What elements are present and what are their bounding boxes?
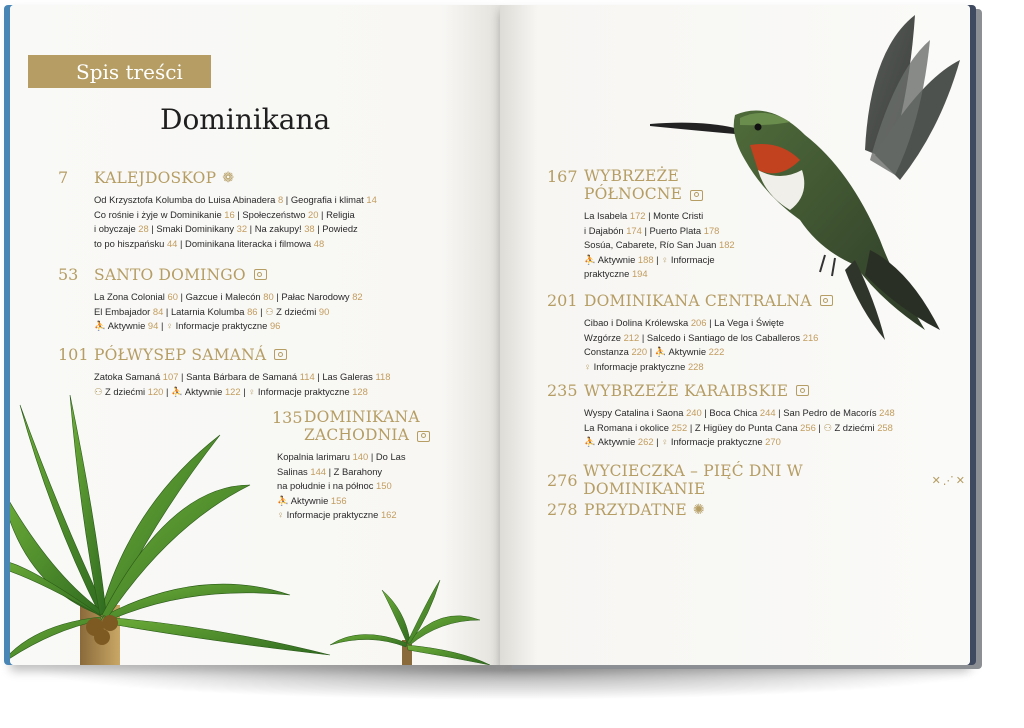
entry-line — [584, 316, 947, 331]
country-title: Dominikana — [160, 103, 331, 136]
left-page — [10, 5, 500, 665]
camera-icon — [690, 190, 703, 201]
page-number[interactable]: 244 — [759, 407, 776, 418]
entry-text: | — [240, 385, 249, 397]
entry-text: | — [158, 320, 166, 331]
entry-line — [94, 222, 478, 237]
section-number: 235 — [547, 381, 578, 400]
right-page — [500, 5, 970, 665]
page-number[interactable]: 228 — [687, 360, 704, 372]
entry-text: | Las Galeras — [314, 371, 376, 382]
page-number[interactable]: 44 — [166, 237, 178, 249]
entry-line — [94, 319, 478, 334]
section-entries — [584, 316, 947, 374]
camera-icon — [254, 269, 267, 280]
entry-line — [584, 331, 947, 346]
entry-text: La Romana i okolice — [584, 421, 672, 433]
entry-line — [584, 360, 947, 375]
flower-icon: ❁ — [222, 169, 234, 185]
entry-text: Constanza — [584, 346, 632, 357]
page-number[interactable]: 150 — [376, 480, 392, 491]
page-number[interactable]: 28 — [138, 223, 149, 234]
section-title: SANTO DOMINGO — [94, 265, 246, 284]
entry-text: Aktywnie — [595, 253, 638, 265]
toc-label — [28, 55, 211, 88]
entry-line — [94, 290, 478, 305]
route-icon: ✕⋰✕ — [931, 474, 967, 487]
entry-line — [584, 253, 807, 268]
entry-text: | Puerto Plata — [641, 224, 704, 236]
category-icon: ⛹ — [277, 494, 289, 506]
section-number: 7 — [58, 168, 69, 187]
category-icon: ⚇ — [265, 305, 274, 317]
entry-text: | Salcedo i Santiago de los Caballeros — [639, 331, 803, 343]
entry-text: to po hiszpańsku — [94, 237, 167, 249]
section-title: KALEJDOSKOP — [94, 168, 217, 187]
page-number[interactable]: 96 — [269, 320, 281, 331]
entry-text: | Smaki Dominikany — [148, 223, 237, 234]
entry-text: Wyspy Catalina i Saona — [584, 407, 687, 418]
page-number[interactable]: 84 — [152, 305, 164, 317]
category-icon: ⚇ — [94, 385, 103, 397]
section-santo-domingo[interactable] — [58, 265, 478, 334]
entry-line — [584, 406, 967, 421]
page-number[interactable]: 222 — [708, 346, 725, 357]
entry-line — [277, 508, 492, 523]
page-number[interactable]: 248 — [879, 407, 895, 418]
entry-text: | Z Higüey do Punta Cana — [687, 421, 801, 433]
section-title: PÓŁWYSEP SAMANÁ — [94, 345, 267, 364]
entry-line — [277, 450, 492, 465]
entry-text: Z dziećmi — [831, 421, 878, 433]
camera-icon — [820, 295, 833, 306]
page-number[interactable]: 48 — [313, 237, 325, 249]
page-number[interactable]: 212 — [623, 331, 640, 343]
section-number: 278 — [547, 500, 578, 519]
entry-text: | Na zakupy! — [247, 223, 305, 234]
section-entries — [584, 406, 967, 450]
page-number[interactable]: 172 — [629, 210, 646, 221]
entry-text: na południe i na północ — [277, 480, 377, 491]
entry-line — [584, 345, 947, 360]
section-title-line2: PÓŁNOCNE — [584, 185, 683, 203]
entry-text: | Geografia i klimat — [283, 194, 367, 205]
section-przydatne[interactable] — [547, 500, 967, 519]
entry-text: i obyczaje — [94, 223, 139, 234]
entry-text: Informacje praktyczne — [591, 360, 688, 372]
entry-line — [584, 224, 807, 239]
page-number[interactable]: 182 — [718, 239, 735, 250]
category-icon: ⚇ — [823, 421, 832, 433]
category-icon: ⛹ — [171, 385, 183, 397]
page-number[interactable]: 60 — [167, 291, 178, 302]
category-icon: ♀ — [661, 253, 669, 265]
entry-text: Od Krzysztofa Kolumba do Luisa Abinadera — [94, 194, 278, 205]
entry-text: Aktywnie — [182, 385, 225, 397]
entry-text: | — [163, 385, 172, 397]
camera-icon — [417, 431, 430, 442]
page-number[interactable]: 140 — [352, 451, 369, 462]
entry-text: Aktywnie — [105, 320, 148, 331]
category-icon: ⛹ — [94, 320, 106, 331]
entry-line — [94, 208, 478, 223]
entry-text: | Społeczeństwo — [234, 208, 309, 220]
page-number[interactable]: 114 — [299, 371, 315, 382]
page-number[interactable]: 216 — [802, 331, 819, 343]
entry-text: Aktywnie — [288, 494, 331, 506]
entry-text: | — [653, 253, 662, 265]
entry-line — [584, 209, 807, 224]
entry-text: Informacje praktyczne — [173, 320, 270, 331]
entry-line — [584, 267, 807, 282]
entry-text: La Isabela — [584, 210, 630, 221]
entry-line — [277, 465, 492, 480]
page-number[interactable]: 206 — [690, 317, 707, 328]
section-title: WYBRZEŻE KARAIBSKIE — [584, 381, 789, 400]
page-number[interactable]: 162 — [380, 509, 397, 520]
page-number[interactable]: 128 — [352, 385, 368, 397]
entry-text: Informacje — [668, 253, 715, 265]
page-number[interactable]: 90 — [318, 305, 330, 317]
entry-text: Informacje praktyczne — [668, 436, 766, 447]
section-title — [584, 167, 703, 203]
page-number[interactable]: 120 — [147, 385, 164, 397]
page-number[interactable]: 32 — [236, 223, 248, 234]
entry-text: Zatoka Samaná — [94, 371, 163, 382]
section-title-line1: WYBRZEŻE — [584, 167, 679, 185]
entry-text: | Pałac Narodowy — [273, 291, 353, 302]
entry-text: | — [815, 421, 824, 433]
section-number: 201 — [547, 291, 578, 310]
section-number: 53 — [58, 265, 79, 284]
entry-text: | — [257, 305, 266, 317]
section-wycieczka[interactable] — [547, 462, 967, 498]
section-title: DOMINIKANA CENTRALNA — [584, 291, 812, 310]
entry-line — [94, 237, 478, 252]
entry-line — [277, 494, 492, 509]
category-icon: ♀ — [584, 360, 592, 372]
entry-line — [94, 193, 478, 208]
section-number: 135 — [272, 408, 303, 427]
section-number: 167 — [547, 167, 578, 186]
page-number[interactable]: 220 — [631, 346, 648, 357]
page-number[interactable]: 107 — [162, 371, 179, 382]
entry-text: Co rośnie i żyje w Dominikanie — [94, 208, 225, 220]
section-number: 276 — [547, 470, 578, 490]
entry-text: Informacje praktyczne — [284, 509, 381, 520]
category-icon: ⛹ — [584, 253, 596, 265]
page-number[interactable]: 38 — [304, 223, 315, 234]
page-number[interactable]: 20 — [308, 208, 319, 220]
section-title: PRZYDATNE — [584, 500, 687, 519]
page-number[interactable]: 82 — [352, 291, 363, 302]
section-entries — [584, 209, 807, 282]
entry-text: | Boca Chica — [701, 407, 760, 418]
entry-text: | Gazcue i Malecón — [177, 291, 264, 302]
entry-text: | Monte Cristi — [645, 210, 704, 221]
entry-text: | Latarnia Kolumba — [163, 305, 248, 317]
entry-text: | Religia — [318, 208, 355, 220]
entry-text: Salinas — [277, 465, 311, 477]
section-title-line2: ZACHODNIA — [304, 426, 410, 444]
page-number[interactable]: 144 — [310, 465, 327, 477]
entry-text: Aktywnie — [595, 436, 638, 447]
category-icon: ⛹ — [584, 436, 596, 447]
section-entries — [94, 193, 478, 251]
page-number[interactable]: 94 — [147, 320, 159, 331]
page-number[interactable]: 194 — [631, 268, 648, 279]
page-number[interactable]: 188 — [637, 253, 654, 265]
toc-label-text: Spis treści — [76, 59, 183, 84]
page-number[interactable]: 240 — [686, 407, 702, 418]
section-title: WYCIECZKA – PIĘĆ DNI W DOMINIKANIE — [583, 462, 803, 498]
entry-text: Z dziećmi — [102, 385, 148, 397]
page-number[interactable]: 252 — [671, 421, 688, 433]
section-kalejdoskop[interactable] — [58, 168, 478, 251]
section-title — [304, 408, 430, 444]
entry-text: | — [653, 436, 662, 447]
entry-line — [584, 238, 807, 253]
page-number[interactable]: 258 — [877, 421, 893, 433]
section-number: 101 — [58, 345, 89, 364]
entry-text: El Embajador — [94, 305, 153, 317]
entry-line — [277, 479, 492, 494]
entry-text: Aktywnie — [666, 346, 709, 357]
entry-text: | Dominikana literacka i filmowa — [177, 237, 314, 249]
entry-text: | — [647, 346, 655, 357]
page-number[interactable]: 270 — [765, 436, 781, 447]
page-number[interactable]: 86 — [247, 305, 258, 317]
page-number[interactable]: 16 — [224, 208, 235, 220]
page-number[interactable]: 262 — [637, 436, 654, 447]
entry-text: | San Pedro de Macorís — [775, 407, 880, 418]
page-number[interactable]: 14 — [366, 194, 377, 205]
entry-text: Kopalnia larimaru — [277, 451, 353, 462]
entry-text: Informacje praktyczne — [255, 385, 353, 397]
entry-line — [584, 435, 967, 450]
entry-text: | La Vega i Święte — [706, 317, 784, 328]
camera-icon — [274, 349, 287, 360]
section-entries — [277, 450, 492, 523]
section-dominikana-centralna[interactable] — [547, 291, 947, 374]
category-icon: ♀ — [166, 320, 174, 331]
entry-text: | Powiedz — [314, 223, 358, 234]
page-number[interactable]: 256 — [800, 421, 816, 433]
entry-text: | Santa Bárbara de Samaná — [178, 371, 300, 382]
camera-icon — [796, 385, 809, 396]
page-number[interactable]: 156 — [330, 494, 347, 506]
entry-text: | Z Barahony — [326, 465, 383, 477]
section-wybrzeze-karaibskie[interactable] — [547, 381, 967, 450]
entry-text: Sosúa, Cabarete, Río San Juan — [584, 239, 719, 250]
page-number[interactable]: 122 — [224, 385, 241, 397]
entry-text: Cibao i Dolina Królewska — [584, 317, 691, 328]
entry-line — [94, 305, 478, 320]
page-number[interactable]: 118 — [375, 371, 391, 382]
section-dominikana-zachodnia[interactable] — [272, 408, 492, 523]
entry-text: Z dziećmi — [273, 305, 319, 317]
entry-text: praktyczne — [584, 268, 632, 279]
entry-text: i Dajabón — [584, 224, 627, 236]
entry-text: La Zona Colonial — [94, 291, 168, 302]
page-number[interactable]: 80 — [263, 291, 274, 302]
entry-text: Wzgórze — [584, 331, 624, 343]
entry-line — [584, 421, 967, 436]
page-number[interactable]: 8 — [277, 194, 284, 205]
section-entries — [94, 290, 478, 334]
category-icon: ♀ — [277, 509, 285, 520]
category-icon: ♀ — [248, 385, 256, 397]
section-wybrzeze-polnocne[interactable] — [547, 167, 807, 282]
section-title-line1: DOMINIKANA — [304, 408, 420, 426]
entry-text: | Do Las — [368, 451, 406, 462]
page-number[interactable]: 178 — [703, 224, 720, 236]
category-icon: ♀ — [661, 436, 669, 447]
bulb-icon: ✺ — [692, 501, 705, 517]
page-number[interactable]: 174 — [626, 224, 642, 236]
category-icon: ⛹ — [654, 346, 667, 357]
